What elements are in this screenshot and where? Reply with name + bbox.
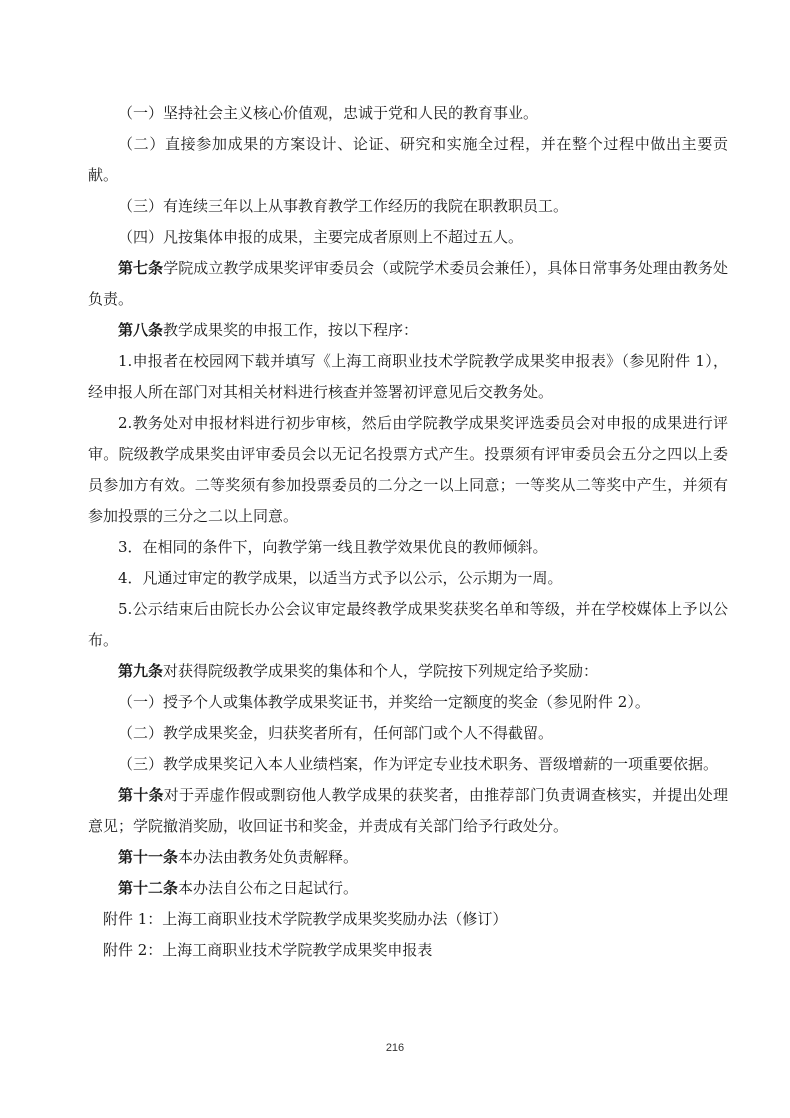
reward-item-2: （二）教学成果奖金，归获奖者所有，任何部门或个人不得截留。 [118,724,554,742]
procedure-step-2: 2.教务处对申报材料进行初步审核，然后由学院教学成果奖评选委员会对申报的成果进行评审。院级教学成果奖由评审委员会以无记名投票方式产生。投票须有评审委员会五分之四以上委员参加方有效。二等奖须有参加投票委员的二分之一以上同意；一等奖从二等奖中产生，并须有参加投票的三分之二以上同意。 [88,414,728,525]
reward-item-1: （一）授予个人或集体教学成果奖证书，并奖给一定额度的奖金（参见附件 2）。 [118,693,650,711]
article-8: 第八条教学成果奖的申报工作，按以下程序： [118,321,419,339]
article-heading: 第十一条 [118,848,179,866]
clause-item-1: （一）坚持社会主义核心价值观，忠诚于党和人民的教育事业。 [118,104,539,122]
article-7: 第七条学院成立教学成果奖评审委员会（或院学术委员会兼任），具体日常事务处理由教务处负责。 [88,259,728,308]
page-number: 216 [385,1042,405,1054]
article-heading: 第九条 [118,662,164,680]
article-heading: 第七条 [118,259,164,277]
article-heading: 第十条 [118,786,164,804]
clause-item-4: （四）凡按集体申报的成果，主要完成者原则上不超过五人。 [118,228,524,246]
reward-item-3: （三）教学成果奖记入本人业绩档案，作为评定专业技术职务、晋级增薪的一项重要依据。 [118,755,719,773]
attachment-2: 附件 2：上海工商职业技术学院教学成果奖申报表 [103,941,433,959]
clause-item-3: （三）有连续三年以上从事教育教学工作经历的我院在职教职员工。 [118,197,569,215]
article-9: 第九条对获得院级教学成果奖的集体和个人，学院按下列规定给予奖励： [118,662,599,680]
document-body [88,98,728,966]
clause-item-2: （二）直接参加成果的方案设计、论证、研究和实施全过程，并在整个过程中做出主要贡献。 [88,135,728,184]
procedure-step-5: 5.公示结束后由院长办公会议审定最终教学成果奖获奖名单和等级，并在学校媒体上予以公布。 [88,600,728,649]
article-heading: 第十二条 [118,879,179,897]
article-10: 第十条对于弄虚作假或剽窃他人教学成果的获奖者，由推荐部门负责调查核实，并提出处理意见；学院撤消奖励，收回证书和奖金，并责成有关部门给予行政处分。 [88,786,728,835]
article-11: 第十一条本办法由教务处负责解释。 [118,848,359,866]
article-heading: 第八条 [118,321,164,339]
procedure-step-1: 1.申报者在校园网下载并填写《上海工商职业技术学院教学成果奖申报表》（参见附件 1），经申报人所在部门对其相关材料进行核查并签署初评意见后交教务处。 [88,352,728,401]
attachment-1: 附件 1：上海工商职业技术学院教学成果奖奖励办法（修订） [103,910,508,928]
procedure-step-3: 3．在相同的条件下，向教学第一线且教学效果优良的教师倾斜。 [118,538,548,556]
article-12: 第十二条本办法自公布之日起试行。 [118,879,359,897]
procedure-step-4: 4．凡通过审定的教学成果，以适当方式予以公示，公示期为一周。 [118,569,563,587]
